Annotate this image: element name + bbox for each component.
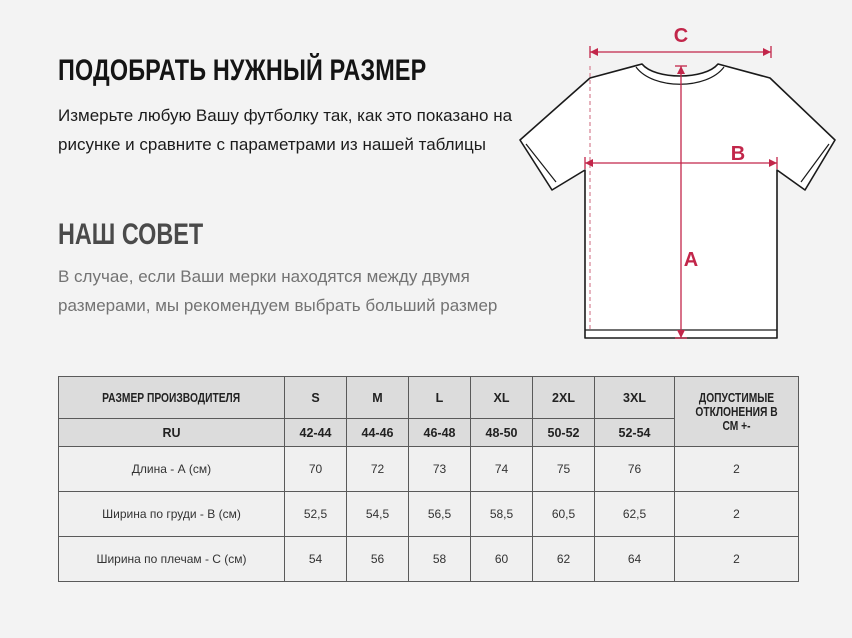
size-header: XL: [471, 377, 533, 419]
table-cell: 60: [471, 537, 533, 582]
tshirt-measurement-diagram: [505, 0, 852, 350]
table-cell: 62,5: [595, 492, 675, 537]
header-maker-size: РАЗМЕР ПРОИЗВОДИТЕЛЯ: [59, 377, 285, 419]
table-cell: 72: [347, 447, 409, 492]
table-cell: 60,5: [533, 492, 595, 537]
size-header: 3XL: [595, 377, 675, 419]
ru-size: 48-50: [471, 419, 533, 447]
table-cell: 70: [285, 447, 347, 492]
table-cell: 62: [533, 537, 595, 582]
advice-heading: НАШ СОВЕТ: [58, 218, 204, 251]
table-cell: 58,5: [471, 492, 533, 537]
table-cell: 76: [595, 447, 675, 492]
tolerance-cell: 2: [675, 447, 799, 492]
header-row-sizes: [59, 377, 799, 419]
ru-size: 52-54: [595, 419, 675, 447]
row-label: Ширина по плечам - С (см): [59, 537, 285, 582]
table-cell: 54: [285, 537, 347, 582]
table-cell: 52,5: [285, 492, 347, 537]
table-row: [59, 492, 799, 537]
table-cell: 74: [471, 447, 533, 492]
table-row: [59, 537, 799, 582]
tolerance-cell: 2: [675, 537, 799, 582]
table-cell: 75: [533, 447, 595, 492]
table-cell: 56,5: [409, 492, 471, 537]
header-ru: RU: [59, 419, 285, 447]
row-label: Длина - А (см): [59, 447, 285, 492]
page-title: ПОДОБРАТЬ НУЖНЫЙ РАЗМЕР: [58, 54, 427, 87]
size-header: M: [347, 377, 409, 419]
table-cell: 58: [409, 537, 471, 582]
tolerance-cell: 2: [675, 492, 799, 537]
intro-text: Измерьте любую Вашу футболку так, как это показано на рисунке и сравните с параметрами из нашей таблицы: [58, 106, 513, 154]
size-header: 2XL: [533, 377, 595, 419]
row-label: Ширина по груди - В (см): [59, 492, 285, 537]
label-a: A: [683, 249, 699, 271]
label-b: B: [730, 143, 746, 165]
size-chart-table: [58, 376, 799, 582]
header-tolerance: ДОПУСТИМЫЕ ОТКЛОНЕНИЯ В СМ +-: [675, 377, 799, 447]
ru-size: 46-48: [409, 419, 471, 447]
advice-text: В случае, если Ваши мерки находятся между двумя размерами, мы рекомендуем выбрать больший размер: [58, 267, 498, 315]
size-header: S: [285, 377, 347, 419]
table-cell: 64: [595, 537, 675, 582]
table-row: [59, 447, 799, 492]
ru-size: 50-52: [533, 419, 595, 447]
tshirt-outline: [520, 64, 835, 338]
table-cell: 56: [347, 537, 409, 582]
label-c: C: [673, 25, 689, 47]
size-header: L: [409, 377, 471, 419]
ru-size: 42-44: [285, 419, 347, 447]
table-cell: 73: [409, 447, 471, 492]
ru-size: 44-46: [347, 419, 409, 447]
table-cell: 54,5: [347, 492, 409, 537]
